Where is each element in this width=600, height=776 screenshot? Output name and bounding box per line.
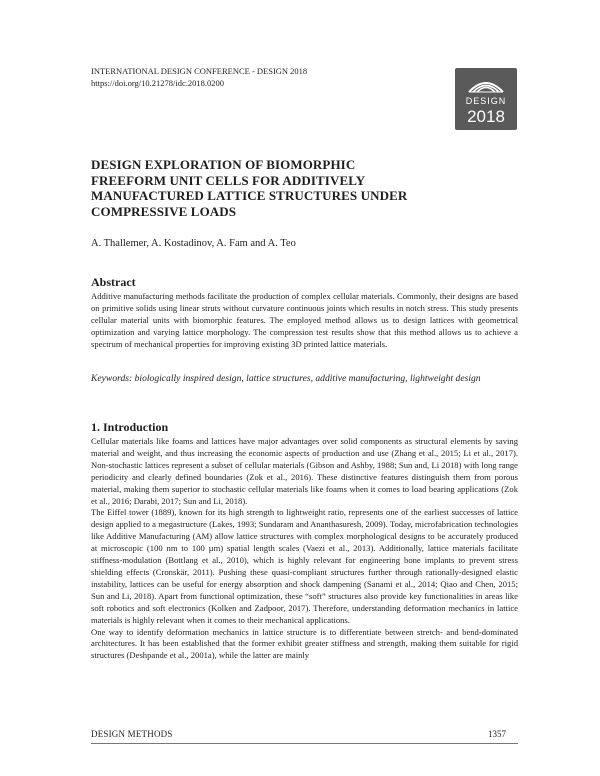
logo-arch-icon — [455, 68, 517, 130]
introduction-body — [91, 436, 518, 662]
doi-link[interactable]: https://doi.org/10.21278/idc.2018.0200 — [91, 77, 225, 88]
author-list: A. Thallemer, A. Kostadinov, A. Fam and A. Teo — [91, 238, 296, 249]
title-line: MANUFACTURED LATTICE STRUCTURES UNDER — [91, 188, 408, 203]
paragraph: The Eiffel tower (1889), known for its high strength to lightweight ratio, represents one of the earliest successes of lattice design applied to a megastructure (Lakes, 1993; Sundaram and Ananthasuresh, 2009). Today, microfabrication technologies like Additive Manufacturing (AM) allow lattice structures with complex morphological designs to be accurately produced at microscopic (100 nm to 100 µm) spatial length scales (Vaezi et al., 2013). Additionally, lattice materials facilitate stiffness-modulation (Bottlang et al., 2010), which is highly relevant for engineering bone implants to prevent stress shielding effects (Cronskär, 2011). Pushing these quasi-compliant structures further through rationally-designed elastic instability, lattices can be useful for energy absorption and shock dampening (Sanami et al., 2014; Qiao and Chen, 2015; Sun and Li, 2018). Apart from functional optimization, these “soft” structures also provide key functionalities in areas like soft robotics and soft electronics (Kolken and Zadpoor, 2017). Therefore, understanding deformation mechanics in lattice materials is highly relevant when it comes to their mechanical applications. — [91, 507, 518, 625]
paragraph: Cellular materials like foams and lattices have major advantages over solid components as structural elements by saving material and weight, and thus increasing the economic aspects of production and use (Zhang et al., 2015; Li et al., 2017). Non-stochastic lattices represent a subset of cellular materials (Gibson and Ashby, 1988; Sun and, Li 2018) with long range periodicity and clearly defined boundaries (Zok et al., 2016). These distinctive features distinguish them from porous material, making them superior to stochastic cellular materials like foams when it comes to load bearing applications (Zok et al., 2016; Darabi, 2017; Sun and Li, 2018). — [91, 436, 518, 506]
paragraph: One way to identify deformation mechanics in lattice structure is to differentiate between stretch- and bend-dominated architectures. It has been established that the former exhibit greater stiffness and strength, making them suitable for rigid structures (Deshpande et al., 2001a), while the latter are mainly — [91, 626, 518, 661]
title-line: DESIGN EXPLORATION OF BIOMORPHIC — [91, 157, 356, 172]
conference-name: INTERNATIONAL DESIGN CONFERENCE - DESIGN 2018 — [91, 66, 308, 76]
paper-title — [91, 157, 451, 219]
page-number: 1357 — [488, 729, 506, 739]
footer-divider — [91, 743, 518, 744]
logo-word: DESIGN — [465, 96, 507, 106]
logo-year: 2018 — [467, 107, 505, 126]
title-line: COMPRESSIVE LOADS — [91, 203, 237, 219]
introduction-heading: 1. Introduction — [91, 420, 169, 434]
design-2018-logo — [455, 68, 517, 130]
footer-section: DESIGN METHODS — [91, 729, 173, 739]
abstract-heading: Abstract — [91, 275, 136, 289]
keywords: Keywords: biologically inspired design, lattice structures, additive manufacturing, lightweight design — [91, 373, 481, 384]
title-line: FREEFORM UNIT CELLS FOR ADDITIVELY — [91, 172, 366, 188]
conference-header — [91, 66, 307, 89]
abstract-text: Additive manufacturing methods facilitate the production of complex cellular materials. Commonly, their designs are based on primitive solids using linear struts without curvature continuous joints which results in notch stress. This study presents cellular material units with biomorphic features. The employed method allows us to design lattices with geometrical optimization and varying lattice morphology. The compression test results show that this method allows us to achieve a spectrum of mechanical properties for improving existing 3D printed lattice materials. — [91, 291, 518, 349]
